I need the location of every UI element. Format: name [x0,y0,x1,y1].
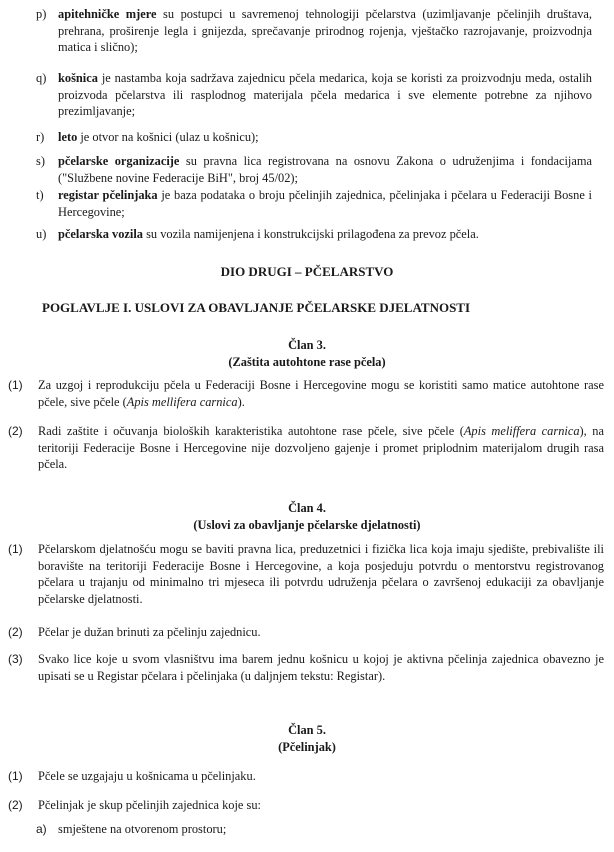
article-paragraph [8,541,604,607]
definition-text: je otvor na košnici (ulaz u košnicu); [77,130,259,144]
definition-label: q) [36,71,47,85]
paragraph-number: (1) [8,378,23,392]
paragraph-text-end: ). [237,394,245,409]
article-title: (Pčelinjak) [278,740,336,754]
subitem-label: a) [36,822,47,836]
definition-term: pčelarske organizacije [58,154,180,168]
definition-item [36,187,592,220]
definition-text: su vozila namijenjena i konstrukcijski prilagođena za prevoz pčela. [143,227,479,241]
subitem-text: smještene na otvorenom prostoru; [58,822,227,836]
paragraph-subitem [36,821,596,838]
definition-item [36,226,592,243]
paragraph-text: Pčelarskom djelatnošću mogu se baviti pravna lica, preduzetnici i fizička lica koja imaju sjedište, prebivalište ili boravište na teritoriji Federacije Bosne i Hercegovine, a koja posjeduju potvrdu o mentorstvu registrovanog pčelara u trajanju od minimalno tri mjeseca ili potvrdu udruženja pčelara o završenoj edukaciji za obavljanje pčelarske djelatnosti. [38,542,604,606]
definition-label: s) [36,154,45,168]
definition-item [36,6,592,56]
paragraph-text: Za uzgoj i reprodukciju pčela u Federaciji Bosne i Hercegovine mogu se koristiti samo matice autohtone rase pčele, sive pčele ( [38,378,604,409]
paragraph-number: (2) [8,424,23,438]
definition-term: leto [58,130,78,144]
article-paragraph [8,624,604,641]
article-number: Član 5. [288,723,326,737]
definition-text: su pravna lica registrovana na osnovu Zakona o udruženjima i fondacijama ("Službene novine Federacije BiH", broj 45/02); [58,154,592,185]
paragraph-number: (1) [8,542,23,556]
article-paragraph [8,768,604,785]
definition-term: apitehničke mjere [58,7,157,21]
definition-label: t) [36,188,44,202]
definition-term: pčelarska vozila [58,227,144,241]
article-paragraph [8,377,604,410]
paragraph-number: (2) [8,798,23,812]
definition-label: p) [36,7,47,21]
definition-term: registar pčelinjaka [58,188,158,202]
article-number: Član 3. [288,338,326,352]
article-number: Član 4. [288,501,326,515]
paragraph-text-end: ), na teritoriji Federacije Bosne i Hercegovine nije dozvoljeno gajenje i promet priplodnim materijalom drugih rasa pčela. [38,424,604,472]
paragraph-text: Radi zaštite i očuvanja bioloških karakteristika autohtone rase pčele, sive pčele ( [38,424,464,438]
paragraph-text: Pčelinjak je skup pčelinjih zajednica koje su: [38,798,261,812]
definition-item [36,153,592,186]
definition-label: u) [36,227,47,241]
definition-label: r) [36,130,45,144]
definition-text: je baza podataka o broju pčelinjih zajednica, pčelinjaka i pčelara u Federaciji Bosne i Hercegovine; [58,188,592,219]
definition-term: košnica [58,71,98,85]
article-paragraph [8,423,604,473]
paragraph-number: (3) [8,652,23,666]
paragraph-number: (1) [8,769,23,783]
article-title: (Zaštita autohtone rase pčela) [228,355,386,369]
chapter-heading: POGLAVLJE I. USLOVI ZA OBAVLJANJE PČELARSKE DJELATNOSTI [42,300,471,315]
paragraph-text: Pčele se uzgajaju u košnicama u pčelinjaku. [38,769,256,783]
definition-item [36,129,592,146]
paragraph-text: Pčelar je dužan brinuti za pčelinju zajednicu. [38,625,261,639]
latin-species-name: Apis meliffera carnica [463,424,580,438]
definition-item [36,70,592,120]
definition-text: su postupci u savremenoj tehnologiji pčelarstva (uzimljavanje pčelinjih društava, prehrana, proširenje legla i gnijezda, sprečavanje prirodnog rojenja, vještačko razrojavanje, proizvodnja matica i slično); [58,7,592,55]
paragraph-number: (2) [8,625,23,639]
article-title: (Uslovi za obavljanje pčelarske djelatnosti) [193,518,421,532]
part-heading: DIO DRUGI – PČELARSTVO [220,264,394,279]
definition-text: je nastamba koja sadržava zajednicu pčela medarica, koja se koristi za proizvodnju meda, ostalih proizvoda pčelarstva ili rasplodnog materijala pčela medarica i sve elemente potrebne za njihovo prezimljavanje; [58,71,592,119]
article-paragraph [8,797,604,814]
latin-species-name: Apis mellifera carnica [126,394,238,409]
paragraph-text: Svako lice koje u svom vlasništvu ima barem jednu košnicu u kojoj je aktivna pčelinja zajednica obavezno je upisati se u Registar pčelara i pčelinjaka (u daljnjem tekstu: Registar). [38,652,604,683]
article-paragraph [8,651,604,684]
